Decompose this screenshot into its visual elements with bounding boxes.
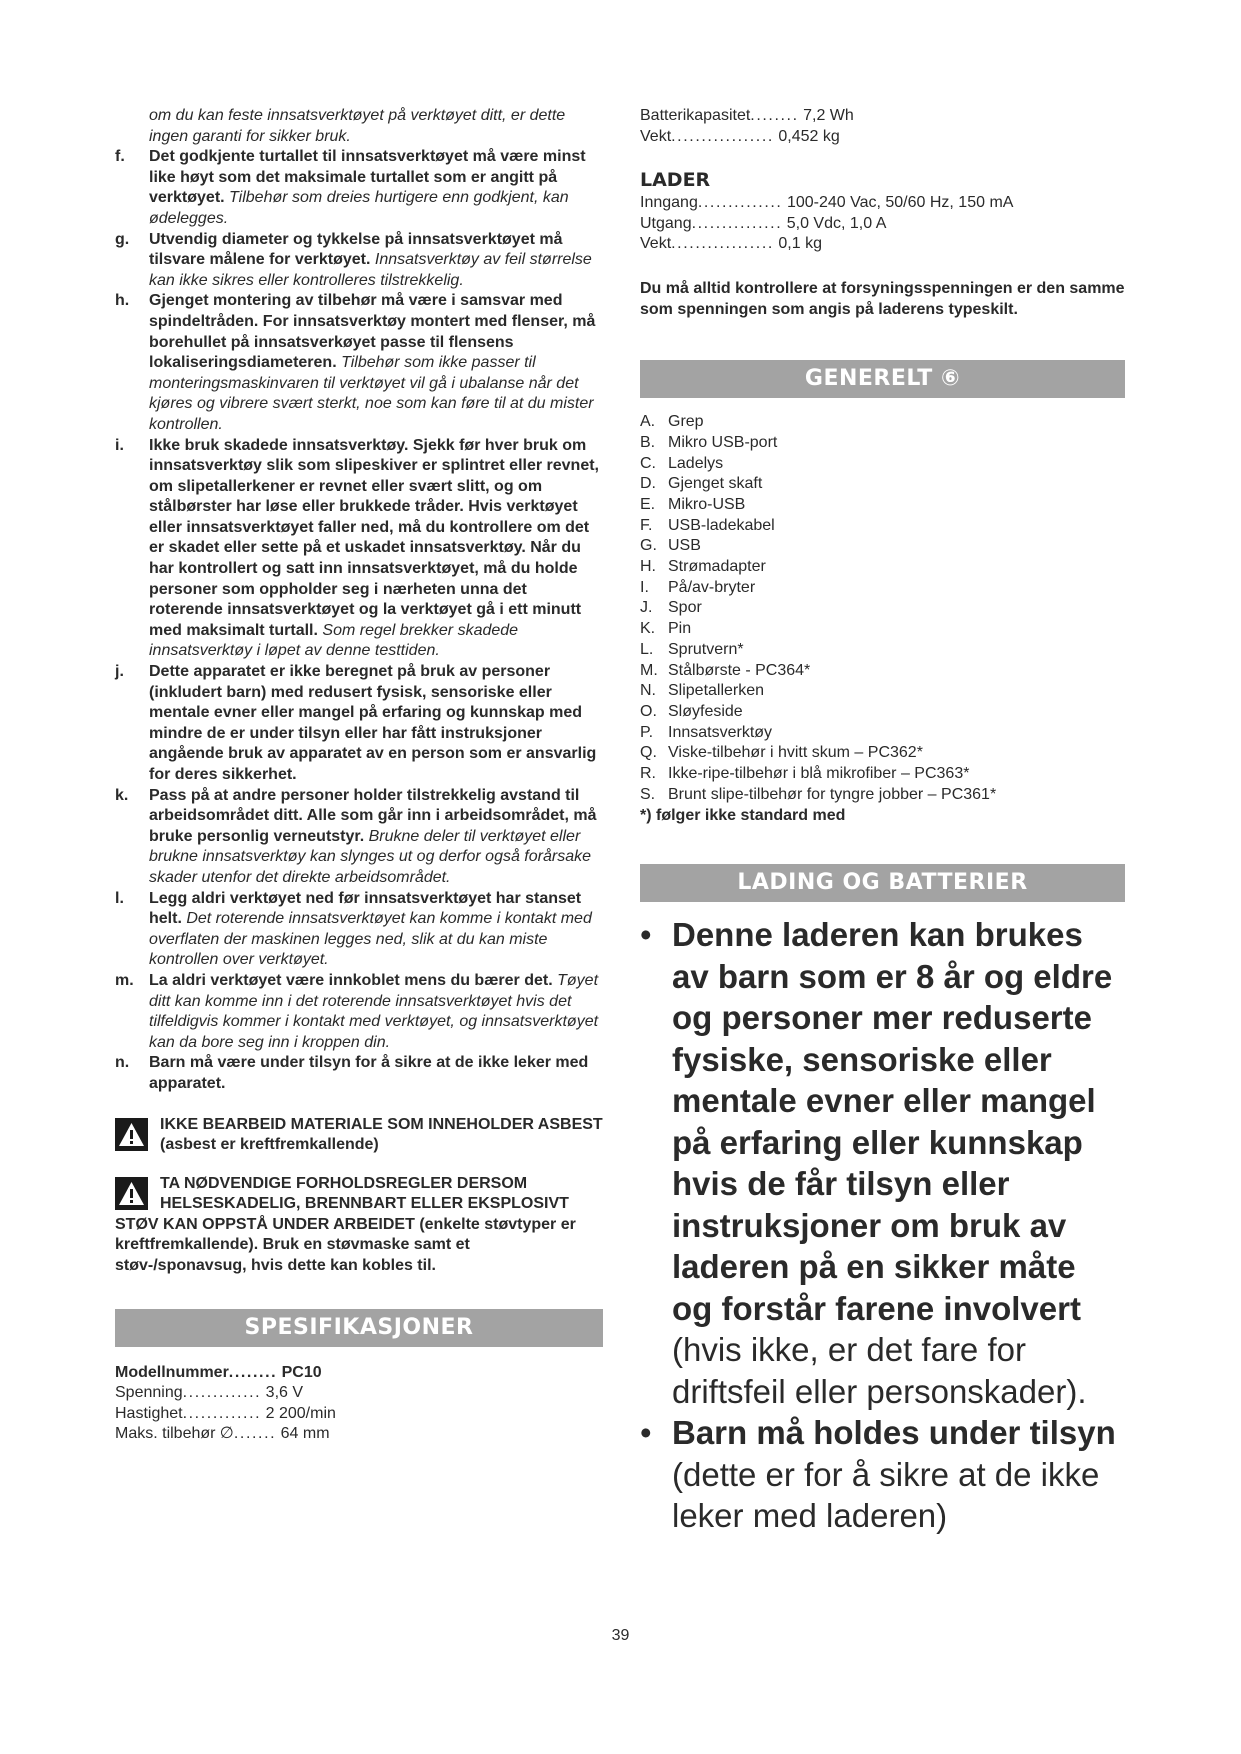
list-item: Q. Viske-tilbehør i hvitt skum – PC362* — [640, 744, 923, 762]
safety-item-i: i. Ikke bruk skadede innsatsverktøy. Sjekk før hver bruk om innsatsverktøy slik som slipeskiver er splintret eller revnet, om slipetallerkener er revnet eller svært slitt, og om stålbørster har løse eller brukkede tråder. Hvis verktøyet eller innsatsverktøyet faller ned, må du kontrollere om det er skadet eller sette på et uskadet innsatsverktøy. Når du har kontrollert og satt inn innsatsverktøyet, må du holde personer som oppholder seg i nærheten unna det roterende innsatsverktøyet og la verktøyet gå i ett minutt med maksimalt turtall. Som regel brekker skadede innsatsverktøy i løpet av denne testtiden. — [115, 436, 599, 660]
dust-warning: TA NØDVENDIGE FORHOLDSREGLER DERSOM HELSESKADELIG, BRENNBART ELLER EKSPLOSIVT STØV KAN OPPSTÅ UNDER ARBEIDET (enkelte støvtyper er kreftfremkallende). Bruk en støvmaske samt et støv-/sponavsug, hvis dette kan kobles til. — [115, 1174, 576, 1275]
right-column — [640, 106, 1125, 1537]
safety-item-j: j. Dette apparatet er ikke beregnet på bruk av personer (inkludert barn) med redusert fysisk, sensoriske eller mentale evner eller mangel på erfaring og kunnskap med mindre de er under tilsyn eller har fått instruksjoner angående bruk av apparatet av en person som er ansvarlig for deres sikkerhet. — [115, 663, 597, 783]
list-item: P. Innsatsverktøy — [640, 723, 773, 741]
spec-row: Batterikapasitet........ 7,2 Wh — [640, 107, 854, 124]
list-item: A. Grep — [640, 413, 704, 431]
list-item: S. Brunt slipe-tilbehør for tyngre jobber – PC361* — [640, 785, 997, 803]
spec-row: Utgang............... 5,0 Vdc, 1,0 A — [640, 214, 887, 232]
charger-usage-bullet: • Denne laderen kan brukes av barn som er 8 år og eldre og personer mer reduserte fysiske, sensoriske eller mentale evner eller mangel på erfaring eller kunnskap hvis de får tilsyn eller instruksjoner om bruk av laderen på en sikker måte og forstår farene involvert (hvis ikke, er det fare for driftsfeil eller personskader). — [640, 916, 1113, 1410]
safety-item-h: h. Gjenget montering av tilbehør må være i samsvar med spindeltråden. For innsatsverktøy montert med flenser, må borehullet på innsatsverkøyet passe til flensens lokaliseringsdiameteren. Tilbehør som ikke passer til monteringsmaskinvaren til verktøyet vil gå i ubalanse når det kjøres og vibrere svært sterkt, noe som kan føre til at du mister kontrollen. — [115, 292, 596, 433]
list-item: M. Stålbørste - PC364* — [640, 661, 811, 679]
charger-specs — [640, 193, 1125, 255]
list-item: F. USB-ladekabel — [640, 516, 775, 534]
list-item: E. Mikro-USB — [640, 495, 746, 513]
asbestos-warning: IKKE BEARBEID MATERIALE SOM INNEHOLDER ASBEST (asbest er kreftfremkallende) — [115, 1115, 603, 1156]
warning-icon — [115, 1177, 148, 1210]
spec-list — [115, 1363, 603, 1445]
battery-specs — [640, 106, 1125, 147]
list-item: R. Ikke-ripe-tilbehør i blå mikrofiber – PC363* — [640, 765, 970, 783]
list-item: D. Gjenget skaft — [640, 475, 763, 493]
safety-item-m: m. La aldri verktøyet være innkoblet mens du bærer det. Tøyet ditt kan komme inn i det roterende innsatsverktøyet hvis det tilfeldigvis kommer i kontakt med verktøyet, og innsatsverktøyet kan da bore seg inn i kroppen din. — [115, 971, 599, 1051]
list-item: L. Sprutvern* — [640, 640, 744, 658]
list-item: B. Mikro USB-port — [640, 433, 778, 451]
spec-row: Vekt................. 0,452 kg — [640, 127, 840, 145]
charger-heading: LADER — [640, 169, 711, 192]
safety-item-f: f. Det godkjente turtallet til innsatsverktøyet må være minst like høyt som det maksimale turtallet som er angitt på verktøyet. Tilbehør som dreies hurtigere enn godkjent, kan ødelegges. — [115, 148, 586, 227]
spec-row: Hastighet............. 2 200/min — [115, 1404, 336, 1422]
spec-row: Spenning............. 3,6 V — [115, 1384, 304, 1402]
list-item: K. Pin — [640, 620, 692, 638]
intro-text: om du kan feste innsatsverktøyet på verktøyet ditt, er dette ingen garanti for sikker bruk. — [149, 107, 566, 145]
list-item: O. Sløyfeside — [640, 703, 743, 720]
spec-row: Vekt................. 0,1 kg — [640, 235, 822, 253]
supervision-bullet: • Barn må holdes under tilsyn (dette er for å sikre at de ikke leker med laderen) — [640, 1414, 1116, 1535]
warning-icon — [115, 1118, 148, 1151]
list-item: N. Slipetallerken — [640, 682, 765, 700]
safety-item-k: k. Pass på at andre personer holder tilstrekkelig avstand til arbeidsområdet ditt. Alle som går inn i arbeidsområdet, må bruke personlig verneutstyr. Brukne deler til verktøyet eller brukne innsatsverktøy kan slynges ut og derfor også forårsake skader utenfor det direkte arbeidsområdet. — [115, 786, 597, 886]
list-item: J. Spor — [640, 599, 702, 617]
safety-item-l: l. Legg aldri verktøyet ned før innsatsverktøyet har stanset helt. Det roterende innsatsverktøyet kan komme i kontakt med overflaten der maskinen legges ned, slik at du kan miste kontrollen over verktøyet. — [115, 889, 592, 969]
parts-note: *) følger ikke standard med — [640, 806, 846, 824]
list-item: H. Strømadapter — [640, 558, 766, 576]
spec-row: Modellnummer........ PC10 — [115, 1363, 322, 1381]
section-header-charging: LADING OG BATTERIER — [640, 864, 1125, 902]
spec-row: Maks. tilbehør ∅....... 64 mm — [115, 1425, 330, 1443]
spec-row: Inngang.............. 100-240 Vac, 50/60 Hz, 150 mA — [640, 194, 1014, 212]
page-number: 39 — [611, 1627, 630, 1644]
left-column — [115, 106, 603, 1445]
list-item: G. USB — [640, 537, 701, 555]
section-header-specifications: SPESIFIKASJONER — [115, 1309, 603, 1347]
safety-item-n: n. Barn må være under tilsyn for å sikre at de ikke leker med apparatet. — [115, 1054, 589, 1092]
list-item: C. Ladelys — [640, 454, 724, 472]
section-header-general: GENERELT ⑥ — [640, 360, 1125, 398]
voltage-notice: Du må alltid kontrollere at forsyningsspenningen er den samme som spenningen som angis på laderens typeskilt. — [640, 279, 1125, 318]
list-item: I. På/av-bryter — [640, 578, 756, 596]
parts-list — [640, 412, 1125, 826]
safety-item-g: g. Utvendig diameter og tykkelse på innsatsverktøyet må tilsvare målene for verktøyet. Innsatsverktøy av feil størrelse kan ikke sikres eller kontrolleres tilstrekkelig. — [115, 230, 592, 289]
